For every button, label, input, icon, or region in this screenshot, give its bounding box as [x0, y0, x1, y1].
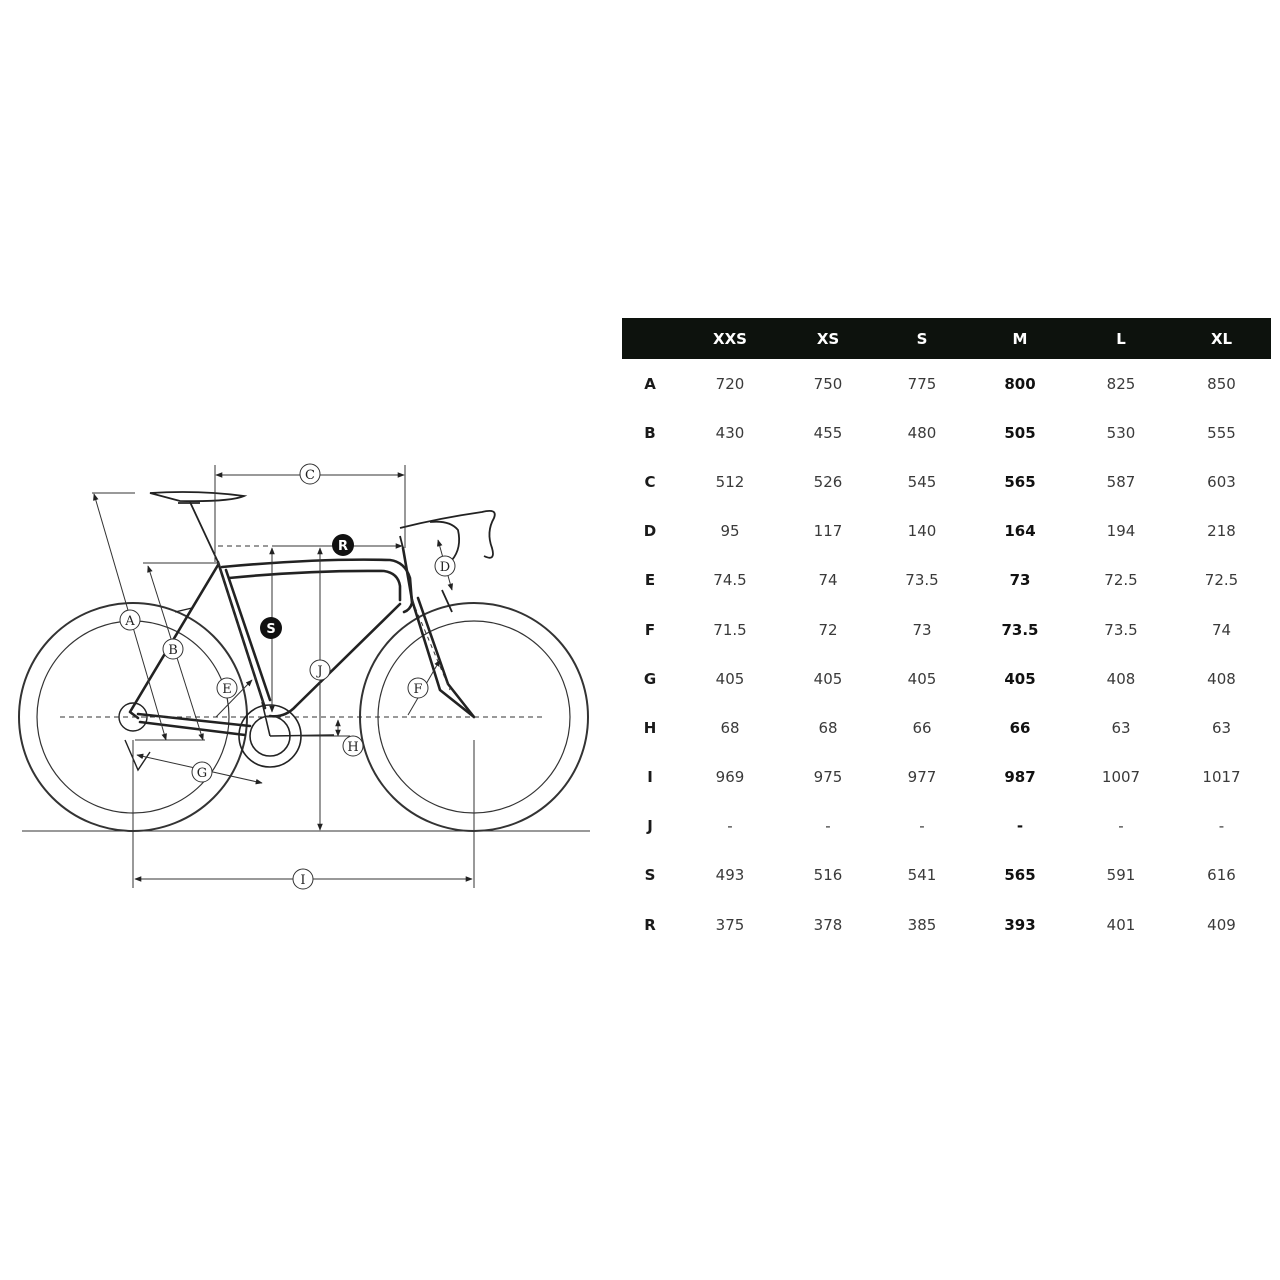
geometry-table — [622, 318, 1271, 949]
saddle — [150, 492, 244, 562]
table-cell: - — [1118, 817, 1124, 836]
table-cell: 73 — [912, 620, 932, 639]
drivetrain — [119, 608, 192, 770]
table-cell: 74 — [818, 571, 838, 590]
row-label: J — [647, 817, 653, 836]
table-cell: 194 — [1106, 522, 1136, 541]
table-row — [622, 851, 1271, 900]
table-cell: 68 — [720, 718, 740, 737]
bike-geometry-diagram — [0, 0, 620, 1280]
table-cell: 393 — [1004, 915, 1036, 934]
table-cell: 455 — [813, 423, 843, 442]
label-r — [332, 534, 354, 556]
row-label: C — [644, 472, 656, 491]
table-cell: 385 — [907, 915, 937, 934]
table-cell: 977 — [907, 768, 937, 787]
header-cell: M — [1012, 329, 1028, 348]
table-cell: 66 — [912, 718, 932, 737]
table-cell: 505 — [1004, 423, 1036, 442]
label-e — [217, 678, 237, 698]
svg-text:F: F — [413, 682, 423, 697]
table-cell: 218 — [1207, 522, 1236, 541]
label-f — [408, 678, 428, 698]
table-row — [622, 654, 1271, 703]
table-cell: 800 — [1004, 374, 1036, 393]
table-row — [622, 457, 1271, 506]
svg-text:D: D — [439, 560, 451, 575]
table-cell: 405 — [813, 669, 843, 688]
header-cell: L — [1116, 329, 1126, 348]
table-cell: 541 — [907, 866, 937, 885]
table-cell: 530 — [1106, 423, 1136, 442]
table-cell: 71.5 — [713, 620, 747, 639]
table-row — [622, 408, 1271, 457]
table-cell: 555 — [1207, 423, 1236, 442]
row-label: F — [644, 620, 656, 639]
table-cell: 72.5 — [1204, 571, 1239, 590]
table-cell: 526 — [813, 472, 843, 491]
table-cell: 1017 — [1202, 768, 1241, 787]
table-cell: 430 — [715, 423, 745, 442]
table-cell: 850 — [1207, 374, 1236, 393]
label-h — [343, 736, 363, 756]
table-cell: - — [919, 817, 925, 836]
table-cell: - — [1218, 817, 1225, 836]
table-cell: 480 — [907, 423, 937, 442]
table-cell: 73.5 — [905, 571, 939, 590]
label-b — [163, 639, 183, 659]
table-cell: 493 — [715, 866, 745, 885]
table-cell: - — [1016, 817, 1024, 836]
table-cell: 63 — [1111, 718, 1131, 737]
table-cell: 987 — [1004, 768, 1036, 787]
table-cell: 565 — [1004, 472, 1036, 491]
table-cell: 775 — [907, 374, 937, 393]
table-row — [622, 507, 1271, 556]
row-label: A — [644, 374, 656, 393]
table-cell: 405 — [907, 669, 937, 688]
svg-text:R: R — [337, 539, 349, 554]
svg-text:S: S — [266, 622, 276, 637]
table-body — [622, 359, 1271, 949]
table-cell: 140 — [907, 522, 937, 541]
svg-text:J: J — [317, 664, 323, 679]
row-label: G — [643, 669, 657, 688]
row-label: B — [644, 423, 656, 442]
table-row — [622, 556, 1271, 605]
table-cell: - — [727, 817, 733, 836]
table-cell: 68 — [818, 718, 838, 737]
table-cell: 63 — [1211, 718, 1232, 737]
row-label: E — [644, 571, 656, 590]
table-header — [622, 318, 1271, 359]
table-cell: 825 — [1106, 374, 1136, 393]
svg-text:E: E — [222, 682, 232, 697]
table-row — [622, 753, 1271, 802]
label-d — [435, 556, 455, 576]
row-label: H — [643, 718, 657, 737]
label-g — [192, 762, 212, 782]
table-cell: 95 — [720, 522, 740, 541]
table-cell: 378 — [813, 915, 843, 934]
table-cell: 565 — [1004, 866, 1036, 885]
table-cell: 969 — [715, 768, 745, 787]
table-cell: 616 — [1207, 866, 1236, 885]
table-cell: 73.5 — [1104, 620, 1138, 639]
label-j — [310, 660, 330, 680]
bike-frame — [130, 548, 474, 735]
label-i — [293, 869, 313, 889]
table-cell: 975 — [813, 768, 843, 787]
table-cell: 66 — [1009, 718, 1031, 737]
header-cell: XXS — [713, 329, 747, 348]
table-cell: 409 — [1207, 915, 1236, 934]
svg-text:C: C — [305, 468, 315, 483]
svg-text:G: G — [196, 766, 208, 781]
table-cell: 750 — [813, 374, 843, 393]
table-cell: 74 — [1211, 620, 1232, 639]
label-s — [260, 617, 282, 639]
table-cell: 512 — [715, 472, 745, 491]
table-row — [622, 359, 1271, 408]
row-label: D — [643, 522, 657, 541]
dimension-lines — [60, 465, 545, 888]
table-cell: 720 — [715, 374, 745, 393]
row-label: S — [644, 866, 656, 885]
table-cell: 1007 — [1101, 768, 1141, 787]
table-cell: 408 — [1207, 669, 1236, 688]
table-cell: 164 — [1004, 522, 1036, 541]
header-cell: XL — [1210, 329, 1233, 348]
table-cell: - — [825, 817, 831, 836]
header-cell: S — [916, 329, 928, 348]
table-row — [622, 703, 1271, 752]
table-row — [622, 900, 1271, 949]
table-cell: 72.5 — [1104, 571, 1138, 590]
table-cell: 401 — [1106, 915, 1136, 934]
row-label: R — [644, 915, 656, 934]
svg-text:A: A — [125, 614, 135, 629]
label-a — [120, 610, 140, 630]
table-row — [622, 802, 1271, 851]
table-cell: 516 — [813, 866, 843, 885]
svg-text:I: I — [300, 873, 306, 888]
header-cell: XS — [816, 329, 840, 348]
svg-text:B: B — [168, 643, 178, 658]
label-c — [300, 464, 320, 484]
table-cell: 405 — [715, 669, 745, 688]
table-cell: 545 — [907, 472, 937, 491]
table-cell: 587 — [1106, 472, 1136, 491]
table-cell: 591 — [1106, 866, 1136, 885]
table-cell: 73.5 — [1001, 620, 1039, 639]
table-row — [622, 605, 1271, 654]
svg-text:H: H — [347, 740, 359, 755]
table-cell: 72 — [818, 620, 838, 639]
table-cell: 73 — [1009, 571, 1031, 590]
table-cell: 405 — [1004, 669, 1036, 688]
row-label: I — [647, 768, 653, 787]
table-cell: 117 — [813, 522, 843, 541]
table-cell: 375 — [715, 915, 745, 934]
table-cell: 603 — [1207, 472, 1236, 491]
table-cell: 408 — [1106, 669, 1136, 688]
table-cell: 74.5 — [713, 571, 747, 590]
